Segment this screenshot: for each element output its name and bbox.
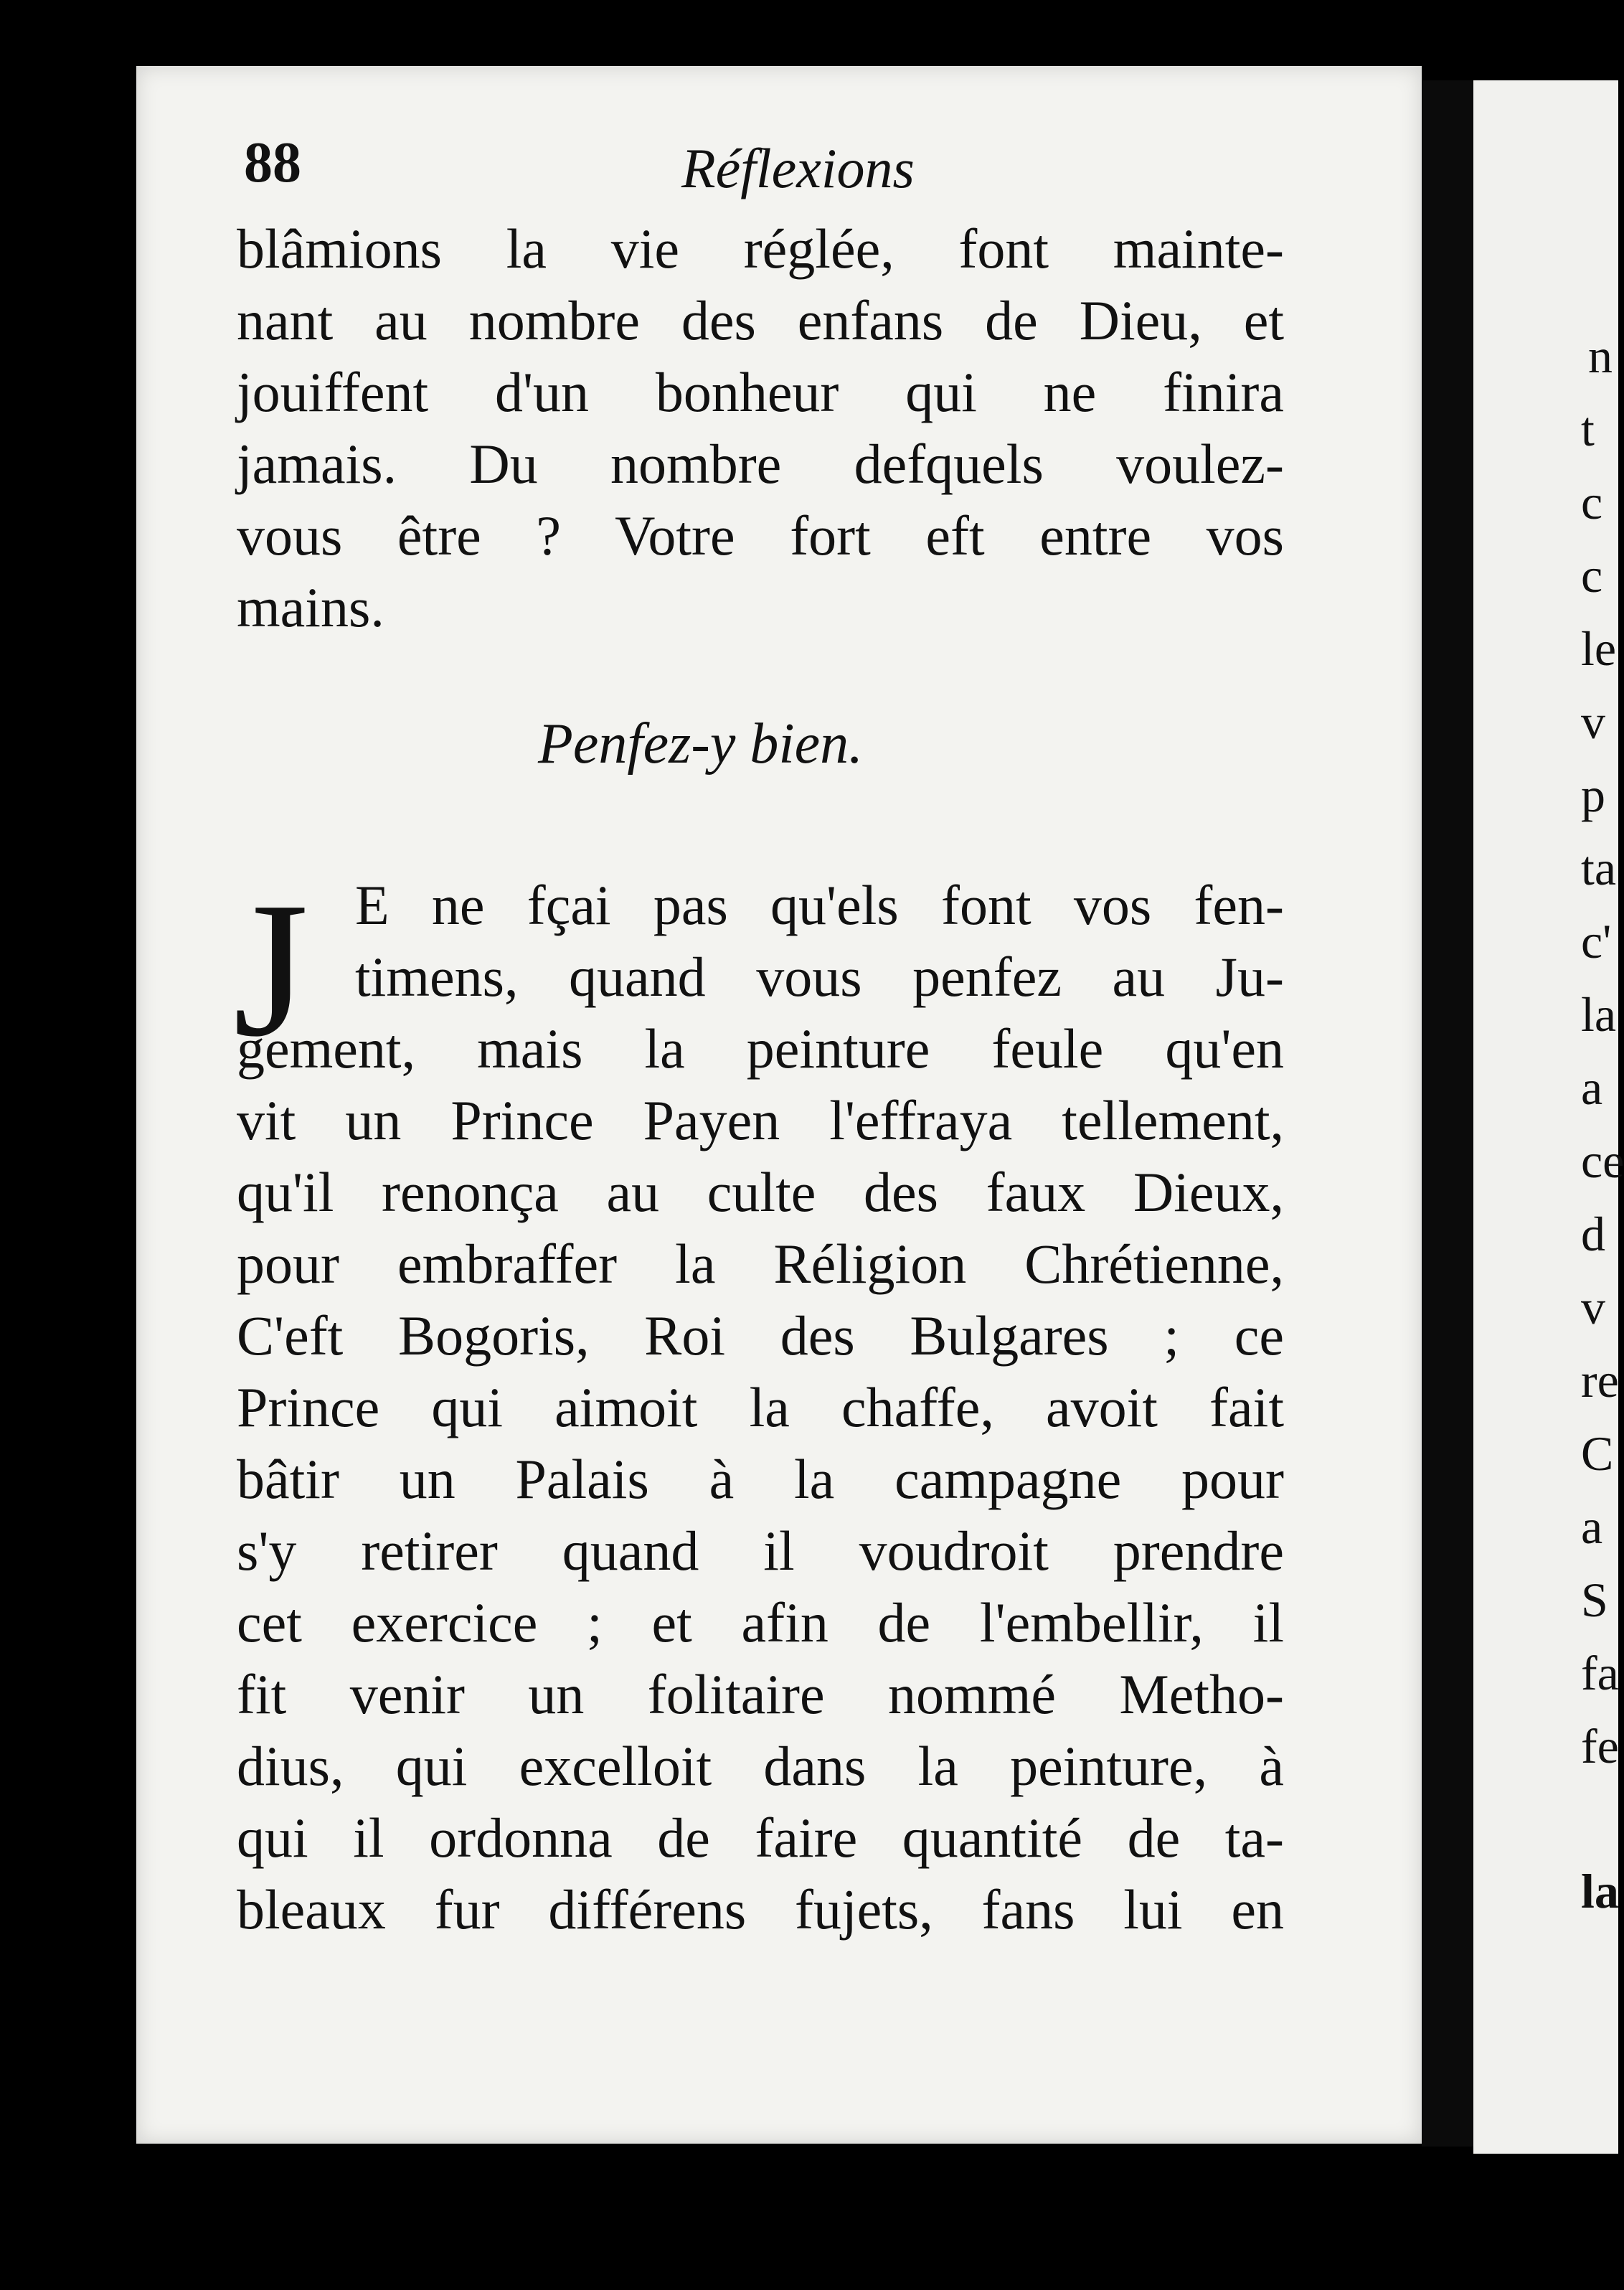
text-line: blâmions la vie réglée, font mainte- <box>237 217 1284 280</box>
text-line: nant au nombre des enfans de Dieu, et <box>237 289 1284 352</box>
facing-line-fragment: C <box>1581 1426 1614 1481</box>
text-line: mains. <box>237 576 384 639</box>
text-line: timens, quand vous penfez au Ju- <box>355 946 1284 1008</box>
facing-line-fragment: p <box>1581 768 1605 822</box>
book-gutter <box>1422 80 1473 2147</box>
facing-line-fragment: la <box>1581 987 1617 1042</box>
drop-capital: J <box>233 862 309 1077</box>
facing-line-fragment: le <box>1581 621 1617 676</box>
facing-line-fragment: fe <box>1581 1719 1619 1773</box>
text-line: vit un Prince Payen l'effraya tellement, <box>237 1089 1284 1151</box>
facing-line-fragment: ta <box>1581 841 1617 895</box>
text-line: dius, qui excelloit dans la peinture, à <box>237 1735 1284 1797</box>
facing-line-fragment: n <box>1588 329 1613 383</box>
text-line: qu'il renonça au culte des faux Dieux, <box>237 1161 1284 1223</box>
facing-line-fragment: d <box>1581 1207 1605 1261</box>
facing-line-fragment: a <box>1581 1499 1603 1554</box>
facing-line-fragment: c <box>1581 548 1603 603</box>
text-line: jouiffent d'un bonheur qui ne finira <box>237 361 1284 423</box>
facing-line-fragment: c <box>1581 475 1603 529</box>
text-line: vous être ? Votre fort eft entre vos <box>237 504 1284 567</box>
text-line: jamais. Du nombre defquels voulez- <box>237 433 1284 495</box>
section-heading: Penfez-y bien. <box>538 712 864 776</box>
facing-line-fragment: re <box>1581 1353 1619 1408</box>
text-line: pour embraffer la Réligion Chrétienne, <box>237 1233 1284 1295</box>
book-page <box>136 66 1422 2144</box>
paragraph-2 <box>237 870 1284 1946</box>
facing-line-fragment: a <box>1581 1060 1603 1115</box>
text-line: bleaux fur différens fujets, fans lui en <box>237 1878 1284 1941</box>
facing-line-fragment: c' <box>1581 914 1612 969</box>
running-head: Réflexions <box>681 137 915 199</box>
facing-line-fragment: v <box>1581 694 1605 749</box>
text-line: gement, mais la peinture feule qu'en <box>237 1017 1284 1080</box>
facing-line-fragment: ce <box>1581 1134 1624 1188</box>
text-line: fit venir un folitaire nommé Metho- <box>237 1663 1284 1725</box>
paragraph-1 <box>237 213 1284 644</box>
scan-bottom-edge <box>0 2247 1618 2290</box>
text-line: s'y retirer quand il voudroit prendre <box>237 1519 1284 1582</box>
facing-line-fragment: v <box>1581 1280 1605 1334</box>
text-line: Prince qui aimoit la chaffe, avoit fait <box>237 1376 1284 1438</box>
facing-line-fragment: t <box>1581 402 1595 456</box>
text-line: bâtir un Palais à la campagne pour <box>237 1448 1284 1510</box>
facing-page <box>1473 80 1624 2154</box>
text-line: C'eft Bogoris, Roi des Bulgares ; ce <box>237 1304 1284 1367</box>
text-line: cet exercice ; et afin de l'embellir, il <box>237 1591 1284 1654</box>
text-line: qui il ordonna de faire quantité de ta- <box>237 1806 1284 1869</box>
facing-line-fragment: S <box>1581 1573 1608 1627</box>
page-number: 88 <box>244 131 301 194</box>
facing-catchword: la <box>1581 1864 1619 1918</box>
text-line: E ne fçai pas qu'els font vos fen- <box>355 874 1284 936</box>
facing-line-fragment: fa <box>1581 1646 1619 1700</box>
